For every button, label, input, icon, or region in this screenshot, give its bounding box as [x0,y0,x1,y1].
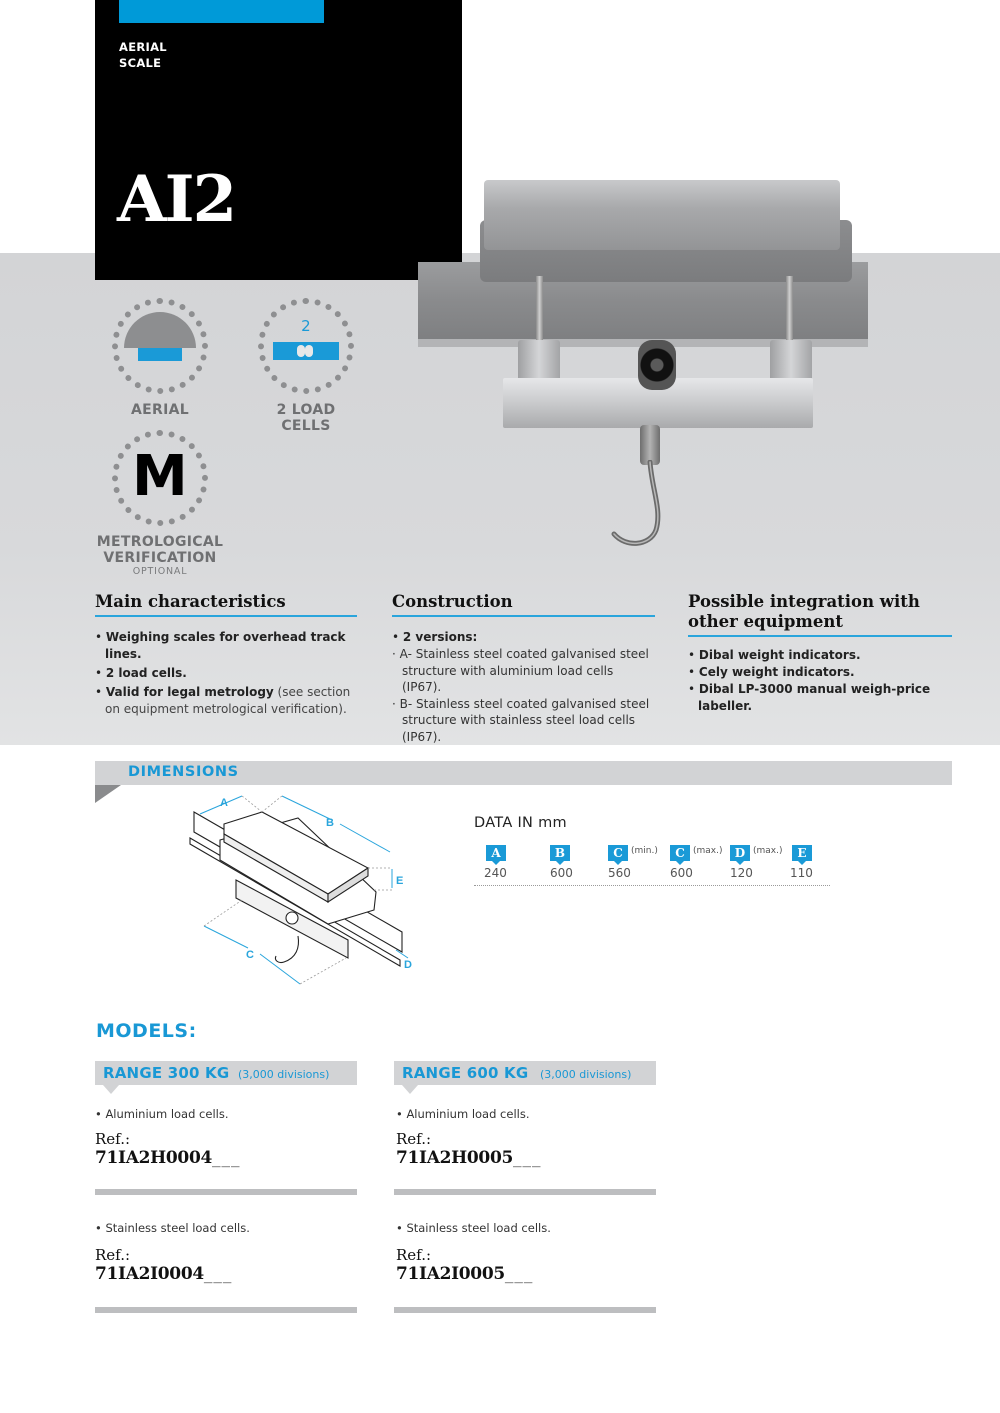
model-reference-code: 71IA2H0005___ [396,1148,542,1168]
list-item: • Dibal weight indicators. [688,648,861,662]
construction-section [392,592,655,745]
range-600-header: RANGE 600 KG (3,000 divisions) [394,1061,656,1085]
model-item: • Aluminium load cells. Ref.: 71IA2H0005___ [396,1107,658,1168]
model-item: • Stainless steel load cells. Ref.: 71IA2I0005___ [396,1221,658,1284]
list-item: • Dibal LP-3000 manual weigh-price labeller. [688,682,931,713]
divider [394,1307,656,1313]
load-cell-icon: 2 [258,298,354,394]
header-accent-bar [119,0,324,23]
dimension-d-max: D $^{(max.)}$ 120 [730,846,783,880]
models-title: MODELS: [96,1020,197,1042]
svg-text:C: C [246,949,254,961]
divider [95,1307,357,1313]
main-characteristics-section [95,592,357,720]
model-reference-code: 71IA2I0004___ [95,1264,233,1284]
feature-metrological: M METROLOGICAL VERIFICATION OPTIONAL [96,430,224,577]
feature-load-cells: 2 2 LOAD CELLS [254,298,358,434]
data-units-title: DATA IN mm [474,815,567,831]
dimension-drawing [180,790,420,1000]
dimension-b: B 600 [550,846,573,880]
model-item: • Aluminium load cells. Ref.: 71IA2H0004___ [95,1107,357,1168]
integration-section [688,592,952,715]
list-item: · B- Stainless steel coated galvanised steel structure with stainless steel load cells (IP67). [392,696,650,744]
svg-text:B: B [326,817,334,829]
list-item: • 2 load cells. [95,666,187,680]
dimension-a: A 240 [484,846,507,880]
dimension-e: E 110 [790,846,813,880]
aerial-icon [112,298,208,394]
section-title: Possible integration with other equipment [688,592,952,637]
divider [95,1189,357,1195]
svg-text:A: A [220,797,228,809]
dimensions-fold [95,785,121,803]
svg-text:D: D [404,959,412,971]
trolley-wheel [638,340,676,390]
metrological-icon: M [112,430,208,526]
model-item: • Stainless steel load cells. Ref.: 71IA2I0004___ [95,1221,357,1284]
product-name: AI2 [117,162,236,237]
list-item: · A- Stainless steel coated galvanised steel structure with aluminium load cells (IP67). [392,647,649,694]
list-item: • 2 versions: [392,630,478,644]
dimensions-header: DIMENSIONS [95,761,952,785]
list-item: • Weighing scales for overhead track lines. [95,630,346,661]
dimensions-table [474,842,830,886]
product-photo [418,180,868,560]
range-300-header: RANGE 300 KG (3,000 divisions) [95,1061,357,1085]
dimension-c-max: C $^{(max.)}$ 600 [670,846,723,880]
feature-aerial: AERIAL [108,298,212,418]
model-reference-code: 71IA2I0005___ [396,1264,534,1284]
platform-top [484,180,840,250]
section-title: Construction [392,592,655,617]
product-category: AERIAL SCALE [119,40,167,70]
hook-icon [606,460,676,550]
list-item: • Cely weight indicators. [688,665,855,679]
model-reference-code: 71IA2H0004___ [95,1148,241,1168]
dimension-c-min: C $^{(min.)}$ 560 [608,846,658,880]
divider [394,1189,656,1195]
list-item: • Valid for legal metrology (see section on equipment metrological verification). [95,685,351,716]
svg-text:E: E [396,875,404,887]
header-block [95,0,462,280]
section-title: Main characteristics [95,592,357,617]
